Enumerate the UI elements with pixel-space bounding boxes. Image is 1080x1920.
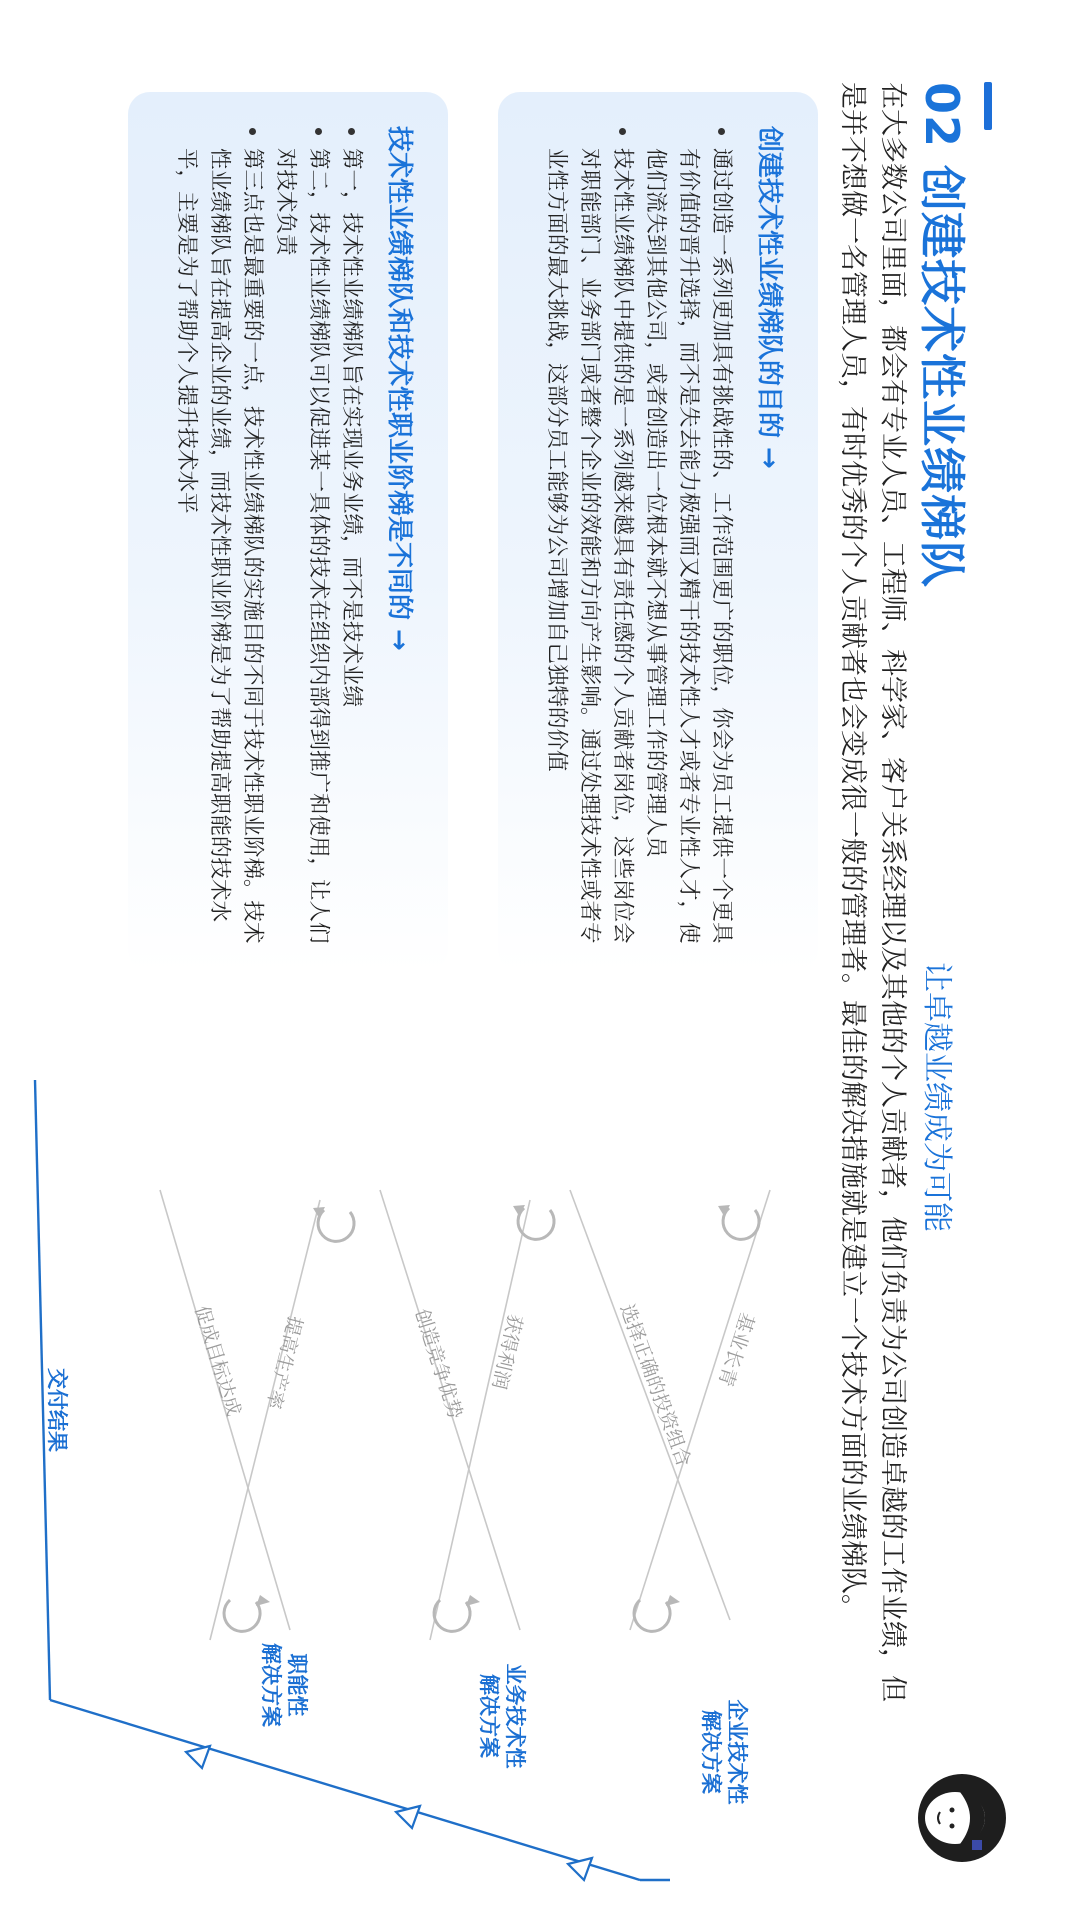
purpose-card [498, 92, 818, 972]
list-item: 第二，技术性业绩梯队可以促进某一具体的技术在组织内部得到推广和使用，让人们对技术负责 [269, 126, 335, 956]
triangle-arrow-icon [186, 1746, 592, 1880]
branch-label: 获得利润 [487, 1312, 527, 1392]
business-solution-label: 业务技术性 解决方案 [477, 1663, 527, 1769]
purpose-card-heading: 创建技术性业绩梯队的目的 → [754, 126, 784, 469]
list-item: 第三点也是最重要的一点，技术性业绩梯队的实施目的不同于技术性职业阶梯。技术性业绩梯队旨在提高企业的业绩，而技术性职业阶梯是为了帮助提高职能的技术水平，主要是为了帮助个人提升技术水平 [170, 126, 269, 956]
fishbone-diagram [0, 1040, 850, 1900]
difference-card-heading: 技术性业绩梯队和技术性职业阶梯是不同的 → [384, 126, 414, 651]
title-accent-bar [984, 82, 992, 130]
functional-solution-label: 职能性 解决方案 [259, 1643, 309, 1727]
branch-label: 创造竞争优势 [410, 1306, 467, 1422]
page-title: 02 创建技术性业绩梯队 [915, 82, 969, 589]
difference-card-list [170, 126, 368, 956]
branch-label: 基业长青 [713, 1309, 759, 1390]
main-spine-line [50, 1700, 640, 1880]
enterprise-solution-label: 企业技术性 解决方案 [699, 1699, 749, 1805]
branch-label: 选择正确的投资组合 [615, 1301, 695, 1470]
intro-paragraph: 在大多数公司里面，都会有专业人员、工程师、科学家、客户关系经理以及其他的个人贡献者，他们负责为公司创造卓越的工作业绩，但是并不想做一名管理人员，有时优秀的个人贡献者也会变成很一般的管理者。最佳的解决措施就是建立一个技术方面的业绩梯队。 [837, 82, 908, 1702]
header [915, 82, 988, 1882]
avatar [914, 1770, 1010, 1866]
list-item: 技术性业绩梯队中提供的是一系列越来越具有责任感的个人贡献者岗位，这些岗位会对职能部门、业务部门或者整个企业的效能和方向产生影响。通过处理技术性或者专业性方面的最大挑战，这部分员工能够为公司增加自己独特的价值 [540, 126, 639, 956]
list-item: 第一，技术性业绩梯队旨在实现业务业绩，而不是技术业绩 [335, 126, 368, 956]
deliver-results-label: 交付结果 [45, 1368, 69, 1452]
branch-label: 促成目标达成 [190, 1303, 245, 1419]
branch-label: 提高生产率 [261, 1313, 307, 1412]
page-subtitle: 让卓越业绩成为可能 [919, 962, 954, 1232]
difference-card [128, 92, 448, 972]
avatar-illustration-icon [914, 1770, 1010, 1866]
list-item: 通过创造一系列更加具有挑战性的、工作范围更广的职位，你会为员工提供一个更具有价值的晋升选择，而不是失去能力极强而又精干的技术性人才或者专业性人才，使他们流失到其他公司，或者创造出一位根本就不想从事管理工作的管理人员 [639, 126, 738, 956]
purpose-card-list [540, 126, 738, 956]
branch-line [210, 1200, 320, 1640]
